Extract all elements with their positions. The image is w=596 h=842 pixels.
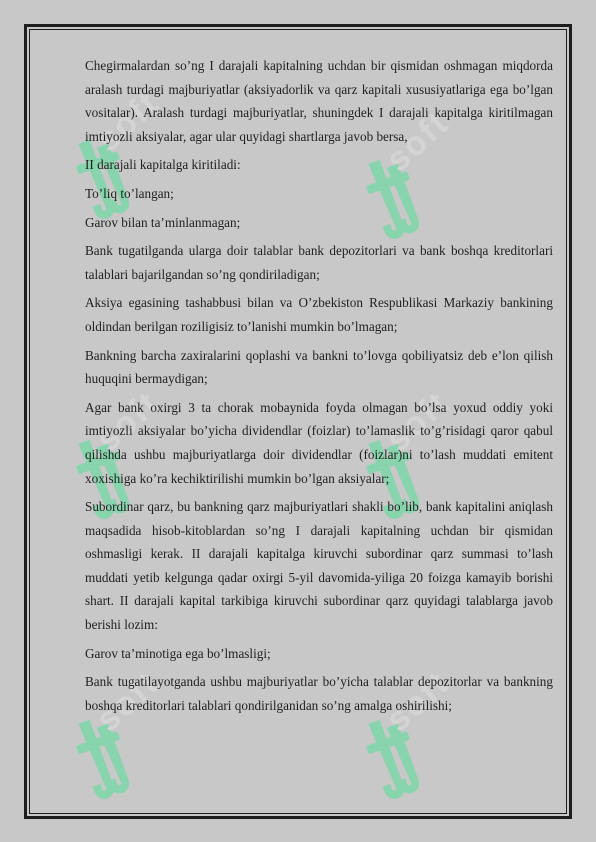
paragraph: Bank tugatilayotganda ushbu majburiyatlar bo’yicha talablar depozitorlar va bankning boshqa kreditorlari talablari qondirilganidan so’ng amalga oshirilishi; bbox=[85, 674, 553, 713]
paragraph: Aksiya egasining tashabbusi bilan va O’zbekiston Respublikasi Markaziy bankining oldindan berilgan roziligisiz to’lanishi mumkin bo’lmagan; bbox=[85, 295, 553, 334]
watermark-text: soft bbox=[378, 103, 457, 180]
paragraph: Garov ta’minotiga ega bo’lmasligi; bbox=[85, 645, 271, 661]
paragraph: Bankning barcha zaxiralarini qoplashi va bankni to’lovga qobiliyatsiz deb e’lon qilish huquqini bermaydigan; bbox=[85, 347, 553, 387]
paragraph: Subordinar qarz, bu bankning qarz majburiyatlari shakli bo’lib, bank kapitalini aniqlash maqsadida hisob-kitoblardan so’ng I darajali kapitalning uchdan bir qismidan oshmasligi kerak. II darajali kapitalga kiruvchi subordinar qarz summasi to’lash muddati yetib kelgunga qadar oxirgi 5-yil davomida-yiliga 20 foizga kamayib borishi shart. II darajali kapital tarkibiga kiruvchi subordinar qarz quyidagi talablarga javob berishi lozim: bbox=[85, 499, 553, 633]
watermark-text: soft bbox=[88, 383, 167, 460]
paragraph: Garov bilan ta’minlanmagan; bbox=[85, 214, 241, 230]
document-body bbox=[85, 54, 553, 722]
document-page bbox=[24, 24, 572, 819]
paragraph: II darajali kapitalga kiritiladi: bbox=[85, 157, 241, 173]
paragraph: To’liq to’langan; bbox=[85, 185, 174, 201]
watermark-text: soft bbox=[88, 663, 167, 740]
paragraph: Agar bank oxirgi 3 ta chorak mobaynida foyda olmagan bo’lsa yoxud oddiy yoki imtiyozli aksiyalar bo’yicha dividendlar (foizlar) to’lamaslik to’g’risidagi qaror qabul qilishda ushbu majburiyatlarga doir dividendlar (foizlar)ni to’lash muddati emitent xoxishiga ko’ra kechiktirilishi mumkin bo’lgan aksiyalar; bbox=[85, 399, 553, 486]
watermark-text: soft bbox=[378, 383, 457, 460]
watermark-text: soft bbox=[378, 663, 457, 740]
paragraph: Bank tugatilganda ularga doir talablar bank depozitorlari va bank boshqa kreditorlari talablari bajarilgandan so’ng qondiriladigan; bbox=[85, 243, 553, 282]
watermark-text: soft bbox=[88, 83, 167, 160]
paragraph: Chegirmalardan so’ng I darajali kapitalning uchdan bir qismidan oshmagan miqdorda aralash turdagi majburiyatlar (aksiyadorlik va qarz kapitali xususiyatlariga ega bo’lgan vositalar). Aralash turdagi majburiyatlar, shuningdek I darajali kapitalga kiritilmagan imtiyozli aksiyalar, agar ular quyidagi shartlarga javob bersa, bbox=[85, 58, 553, 144]
